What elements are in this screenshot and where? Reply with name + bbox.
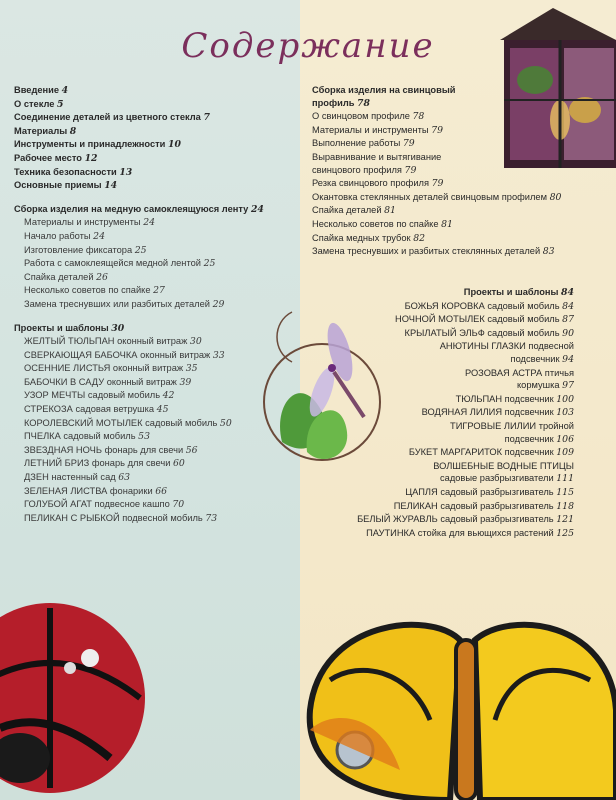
toc-entry[interactable]: СТРЕКОЗА садовая ветрушка 45 [24, 404, 169, 416]
toc-entry[interactable]: ПЕЛИКАН С РЫБКОЙ подвесной мобиль 73 [24, 512, 218, 524]
toc-entry[interactable]: НОЧНОЙ МОТЫЛЕК садовый мобиль 87 [395, 314, 574, 326]
toc-entry[interactable]: БЕЛЫЙ ЖУРАВЛЬ садовый разбрызгиватель 121 [357, 514, 574, 526]
toc-entry[interactable]: ВОДЯНАЯ ЛИЛИЯ подсвечник 103 [421, 407, 574, 419]
toc-section-heading: Проекты и шаблоны 84 [463, 287, 574, 298]
toc-entry[interactable]: ЗЕЛЕНАЯ ЛИСТВА фонарики 66 [24, 485, 168, 497]
toc-entry[interactable]: БОЖЬЯ КОРОВКА садовый мобиль 84 [404, 300, 574, 312]
toc-entry[interactable]: ЦАПЛЯ садовый разбрызгиватель 115 [405, 486, 574, 498]
toc-entry[interactable]: Инструменты и принадлежности 10 [14, 139, 181, 151]
toc-entry[interactable]: ЖЕЛТЫЙ ТЮЛЬПАН оконный витраж 30 [24, 336, 202, 348]
toc-section-heading: Сборка изделия на медную самоклеящуюся ленту 24 [14, 203, 264, 215]
toc-entry[interactable]: подсвечник 106 [504, 433, 574, 445]
toc-entry[interactable]: Замена треснувших или разбитых деталей 29 [24, 298, 225, 310]
toc-right-projects [250, 286, 610, 540]
toc-entry[interactable]: РОЗОВАЯ АСТРА птичья [464, 367, 574, 378]
toc-entry[interactable]: Работа с самоклеящейся медной лентой 25 [24, 258, 216, 270]
toc-projects-list-right [250, 300, 610, 541]
toc-entry[interactable]: О свинцовом профиле 78 [312, 111, 425, 123]
toc-entry[interactable]: ГОЛУБОЙ АГАТ подвесное кашпо 70 [24, 499, 185, 511]
toc-entry[interactable]: Несколько советов по спайке 81 [312, 218, 453, 230]
toc-entry[interactable]: Соединение деталей из цветного стекла 7 [14, 112, 210, 124]
toc-entry[interactable]: Замена треснувших и разбитых стеклянных деталей 83 [312, 246, 555, 258]
toc-entry[interactable]: Выполнение работы 79 [312, 138, 415, 150]
toc-entry[interactable]: Материалы и инструменты 79 [312, 124, 444, 136]
butterfly-image [300, 600, 616, 800]
toc-entry[interactable]: ПЧЕЛКА садовый мобиль 53 [24, 431, 151, 443]
toc-entry[interactable]: ПЕЛИКАН садовый разбрызгиватель 118 [393, 500, 574, 512]
toc-entry[interactable]: подсвечник 94 [510, 353, 574, 365]
toc-entry[interactable]: СВЕРКАЮЩАЯ БАБОЧКА оконный витраж 33 [24, 349, 225, 361]
toc-entry[interactable]: Введение 4 [14, 85, 69, 96]
toc-entry[interactable]: Материалы 8 [14, 125, 77, 137]
toc-entry[interactable]: Начало работы 24 [24, 230, 105, 242]
toc-entry[interactable]: АНЮТИНЫ ГЛАЗКИ подвесной [439, 341, 574, 352]
toc-entry[interactable]: Материалы и инструменты 24 [24, 217, 156, 229]
toc-section-heading: Проекты и шаблоны 30 [14, 322, 125, 334]
toc-entry[interactable]: ЛЕТНИЙ БРИЗ фонарь для свечи 60 [24, 458, 185, 470]
toc-entry[interactable]: Окантовка стеклянных деталей свинцовым профилем 80 [312, 191, 562, 203]
toc-entry[interactable]: ПАУТИНКА стойка для вьющихся растений 125 [366, 527, 574, 539]
toc-entry[interactable]: ДЗЕН настенный сад 63 [24, 472, 131, 484]
toc-entry[interactable]: ТИГРОВЫЕ ЛИЛИИ тройной [450, 420, 574, 431]
toc-entry[interactable]: Рабочее место 12 [14, 152, 98, 164]
toc-entry[interactable]: Техника безопасности 13 [14, 166, 133, 178]
toc-entry[interactable]: Основные приемы 14 [14, 180, 118, 192]
toc-entry[interactable]: ТЮЛЬПАН подсвечник 100 [455, 393, 574, 405]
toc-entry[interactable]: О стекле 5 [14, 98, 64, 110]
toc-entry[interactable]: свинцового профиля 79 [312, 164, 417, 176]
toc-entry[interactable]: ЗВЕЗДНАЯ НОЧЬ фонарь для свечи 56 [24, 444, 198, 456]
toc-intro-list [14, 84, 299, 193]
toc-lead-list [312, 110, 582, 259]
toc-entry[interactable]: Резка свинцового профиля 79 [312, 178, 444, 190]
toc-section-heading-cont: профиль 78 [312, 97, 370, 109]
toc-entry[interactable]: Спайка деталей 81 [312, 205, 396, 217]
toc-right-column [312, 84, 582, 259]
toc-entry[interactable]: Спайка медных трубок 82 [312, 232, 426, 244]
toc-section-heading: Сборка изделия на свинцовый [312, 85, 456, 95]
toc-entry[interactable]: КРЫЛАТЫЙ ЭЛЬФ садовый мобиль 90 [404, 327, 574, 339]
toc-entry[interactable]: кормушка 97 [517, 380, 574, 392]
toc-entry[interactable]: БУКЕТ МАРГАРИТОК подсвечник 109 [408, 447, 574, 459]
toc-entry[interactable]: УЗОР МЕЧТЫ садовый мобиль 42 [24, 390, 175, 402]
toc-entry[interactable]: Спайка деталей 26 [24, 271, 108, 283]
toc-entry[interactable]: Несколько советов по спайке 27 [24, 285, 165, 297]
toc-entry[interactable]: ОСЕННИЕ ЛИСТЬЯ оконный витраж 35 [24, 363, 198, 375]
toc-entry[interactable]: садовые разбрызгиватели 111 [440, 473, 574, 485]
ladybug-image [0, 588, 150, 800]
toc-entry[interactable]: БАБОЧКИ В САДУ оконный витраж 39 [24, 376, 192, 388]
toc-entry[interactable]: КОРОЛЕВСКИЙ МОТЫЛЕК садовый мобиль 50 [24, 417, 232, 429]
page-title: Содержание [181, 26, 435, 66]
toc-entry[interactable]: Выравнивание и вытягивание [312, 151, 442, 162]
toc-entry[interactable]: Изготовление фиксатора 25 [24, 244, 147, 256]
toc-entry[interactable]: ВОЛШЕБНЫЕ ВОДНЫЕ ПТИЦЫ [433, 460, 574, 471]
